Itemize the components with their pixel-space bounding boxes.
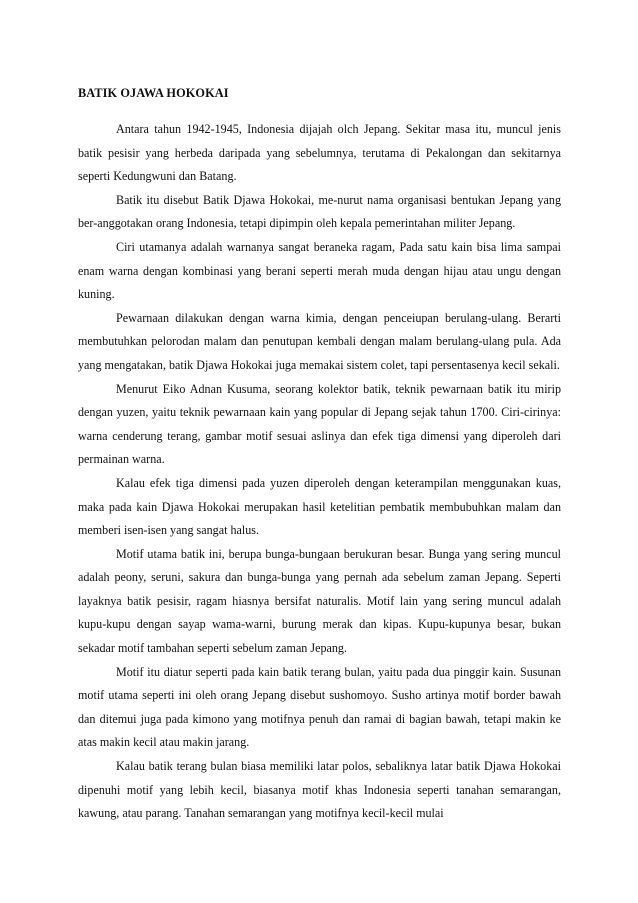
paragraph-4: Pewarnaan dilakukan dengan warna kimia, dengan penceiupan berulang-ulang. Berarti membutuhkan pelorodan malam dan penutupan kembali dengan malam berulang-ulang pula. Ada yang mengatakan, batik Djawa Hokokai juga memakai sistem colet, tapi persentasenya kecil sekali. xyxy=(78,310,561,372)
document-title: BATIK OJAWA HOKOKAI xyxy=(78,86,229,100)
paragraph-3: Ciri utamanya adalah warnanya sangat beraneka ragam, Pada satu kain bisa lima sampai enam warna dengan kombinasi yang berani seperti merah muda dengan hijau atau ungu dengan kuning. xyxy=(78,239,561,302)
paragraph-8: Motif itu diatur seperti pada kain batik terang bulan, yaitu pada dua pinggir kain. Susunan motif utama seperti ini oleh orang Jepang disebut sushomoyo. Susho artinya motif border bawah dan ditemui juga pada kimono yang motifnya penuh dan ramai di bagian bawah, tetapi makin ke atas makin kecil atau makin jarang. xyxy=(78,664,561,750)
paragraph-6: Kalau efek tiga dimensi pada yuzen diperoleh dengan keterampilan menggunakan kuas, maka pada kain Djawa Hokokai merupakan hasil ketelitian pembatik membubuhkan malam dan memberi isen-isen yang sangat halus. xyxy=(78,475,561,538)
document-page xyxy=(78,84,561,826)
paragraph-9: Kalau batik terang bulan biasa memiliki latar polos, sebaliknya latar batik Djawa Hokokai dipenuhi motif yang lebih kecil, biasanya motif khas Indonesia seperti tanahan semarangan, kawung, atau parang. Tanahan semarangan yang motifnya kecil-kecil mulai xyxy=(78,759,561,821)
paragraph-1: Antara tahun 1942-1945, Indonesia dijajah olch Jepang. Sekitar masa itu, muncul jenis batik pesisir yang herbeda daripada yang sebelumnya, terutama di Pekalongan dan sekitarnya seperti Kedungwuni dan Batang. xyxy=(78,122,561,184)
paragraph-7: Motif utama batik ini, berupa bunga-bungaan berukuran besar. Bunga yang sering muncul adalah peony, seruni, sakura dan bunga-bunga yang pernah ada sebelum zaman Jepang. Seperti layaknya batik pesisir, ragam hiasnya bersifat naturalis. Motif lain yang sering muncul adalah kupu-kupu dengan sayap wama-warni, burung merak dan kipas. Kupu-kupunya besar, bukan sekadar motif tambahan seperti sebelum zaman Jepang. xyxy=(78,546,561,656)
paragraph-5: Menurut Eiko Adnan Kusuma, seorang kolektor batik, teknik pewarnaan batik itu mirip dengan yuzen, yaitu teknik pewarnaan kain yang popular di Jepang sejak tahun 1700. Ciri-cirinya: warna cenderung terang, gambar motif sesuai aslinya dan efek tiga dimensi yang diperoleh dari permainan warna. xyxy=(78,381,561,467)
paragraph-2: Batik itu disebut Batik Djawa Hokokai, me-nurut nama organisasi bentukan Jepang yang ber-anggotakan orang Indonesia, tetapi dipimpin oleh kepala pemerintahan militer Jepang. xyxy=(78,192,561,231)
